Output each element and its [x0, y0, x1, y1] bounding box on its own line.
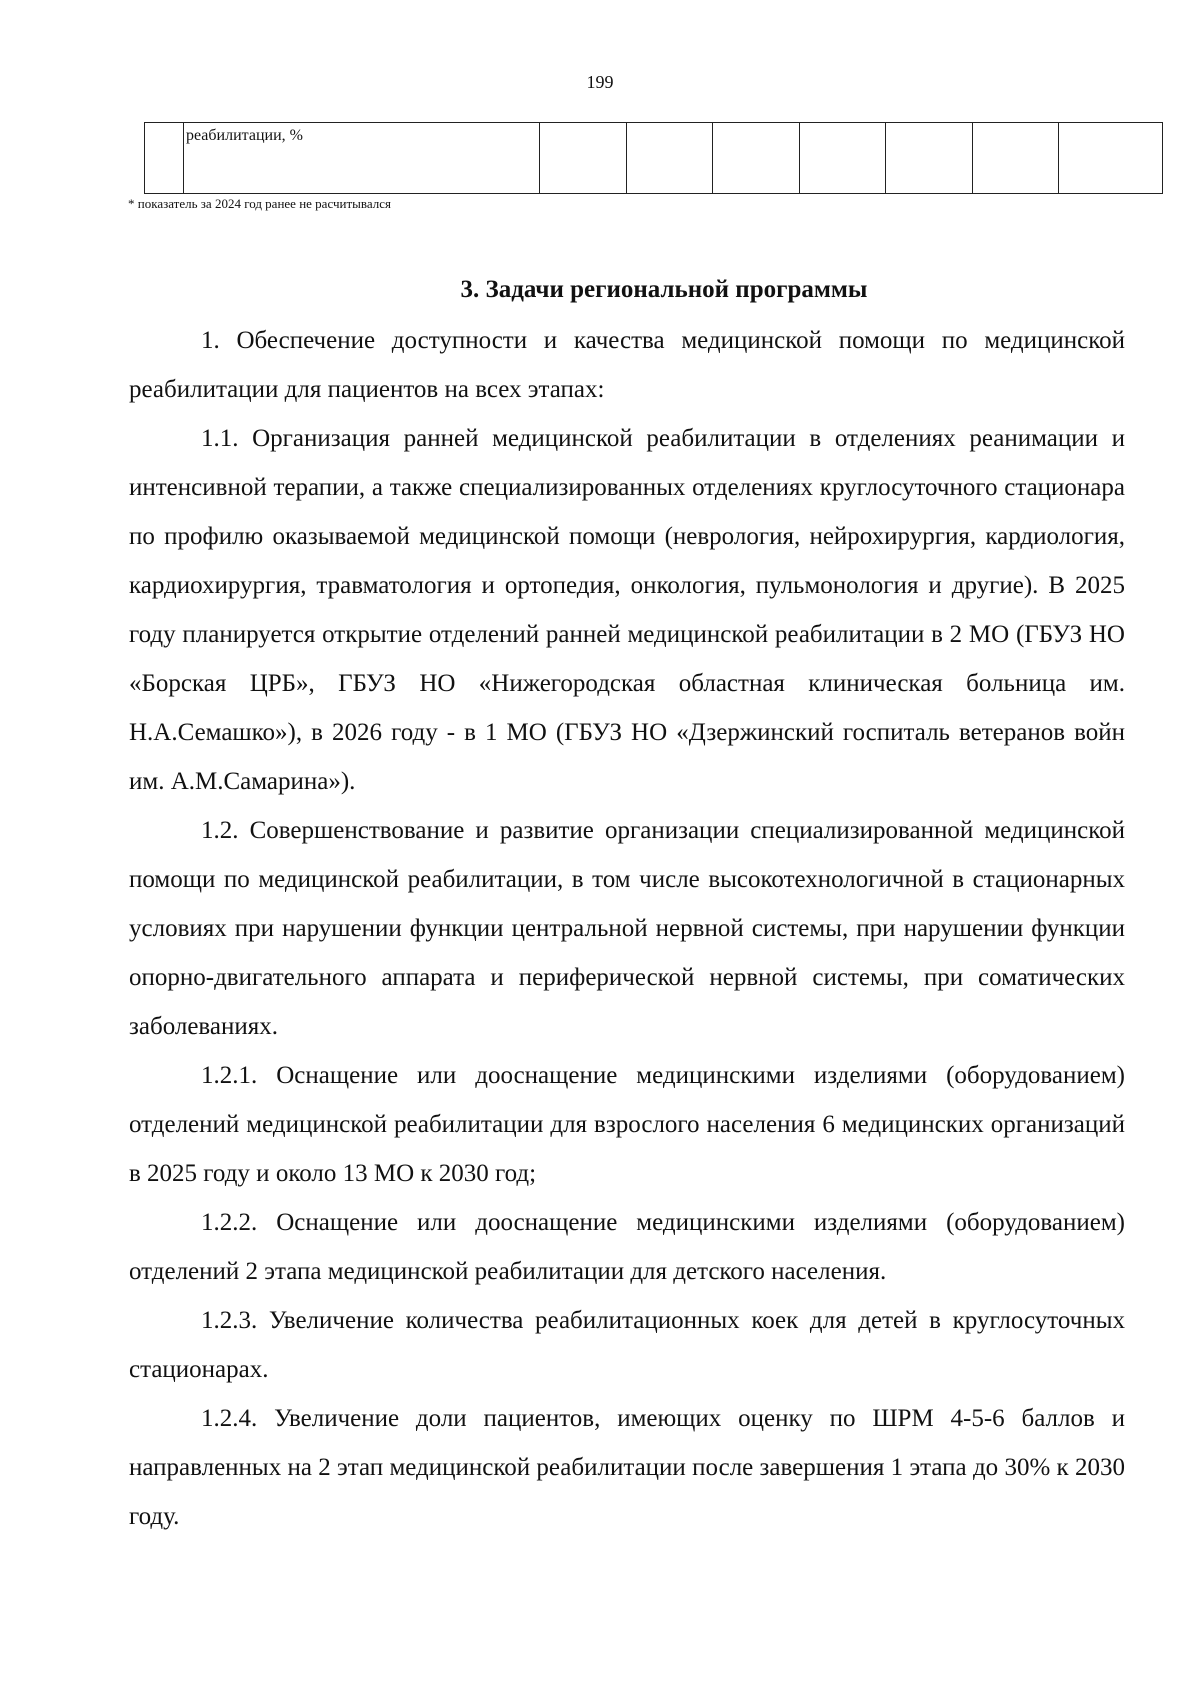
table-cell: [800, 123, 886, 194]
footnote: * показатель за 2024 год ранее не расчитывался: [128, 196, 391, 211]
section-body: [129, 316, 1125, 1541]
table-cell: реабилитации, %: [184, 123, 540, 194]
table-cell: [540, 123, 627, 194]
table-cell: [886, 123, 973, 194]
page-number: 199: [586, 72, 614, 92]
table-cell: [627, 123, 713, 194]
paragraph: 1.2.4. Увеличение доли пациентов, имеющих оценку по ШРМ 4-5-6 баллов и направленных на 2 этап медицинской реабилитации после завершения 1 этапа до 30% к 2030 году.: [129, 1405, 1125, 1530]
paragraph: 1.2. Совершенствование и развитие организации специализированной медицинской помощи по медицинской реабилитации, в том числе высокотехнологичной в стационарных условиях при нарушении функции центральной нервной системы, при нарушении функции опорно-двигательного аппарата и периферической нервной системы, при соматических заболеваниях.: [129, 817, 1125, 1040]
table-cell: [145, 123, 184, 194]
table-cell: [973, 123, 1059, 194]
paragraph: 1.1. Организация ранней медицинской реабилитации в отделениях реанимации и интенсивной терапии, а также специализированных отделениях круглосуточного стационара по профилю оказываемой медицинской помощи (неврология, нейрохирургия, кардиология, кардиохирургия, травматология и ортопедия, онкология, пульмонология и другие). В 2025 году планируется открытие отделений ранней медицинской реабилитации в 2 МО (ГБУЗ НО «Борская ЦРБ», ГБУЗ НО «Нижегородская областная клиническая больница им. Н.А.Семашко»), в 2026 году - в 1 МО (ГБУЗ НО «Дзержинский госпиталь ветеранов войн им. А.М.Самарина»).: [129, 425, 1125, 795]
paragraph: 1.2.2. Оснащение или дооснащение медицинскими изделиями (оборудованием) отделений 2 этапа медицинской реабилитации для детского населения.: [129, 1209, 1125, 1285]
paragraph: 1. Обеспечение доступности и качества медицинской помощи по медицинской реабилитации для пациентов на всех этапах:: [129, 327, 1125, 403]
table-cell: [1059, 123, 1163, 194]
table-cell: [713, 123, 800, 194]
table-row: [145, 123, 1163, 194]
paragraph: 1.2.1. Оснащение или дооснащение медицинскими изделиями (оборудованием) отделений медицинской реабилитации для взрослого населения 6 медицинских организаций в 2025 году и около 13 МО к 2030 год;: [129, 1062, 1125, 1187]
carryover-table: [144, 122, 1163, 194]
paragraph: 1.2.3. Увеличение количества реабилитационных коек для детей в круглосуточных стационарах.: [129, 1307, 1125, 1383]
section-title: 3. Задачи региональной программы: [460, 276, 868, 303]
